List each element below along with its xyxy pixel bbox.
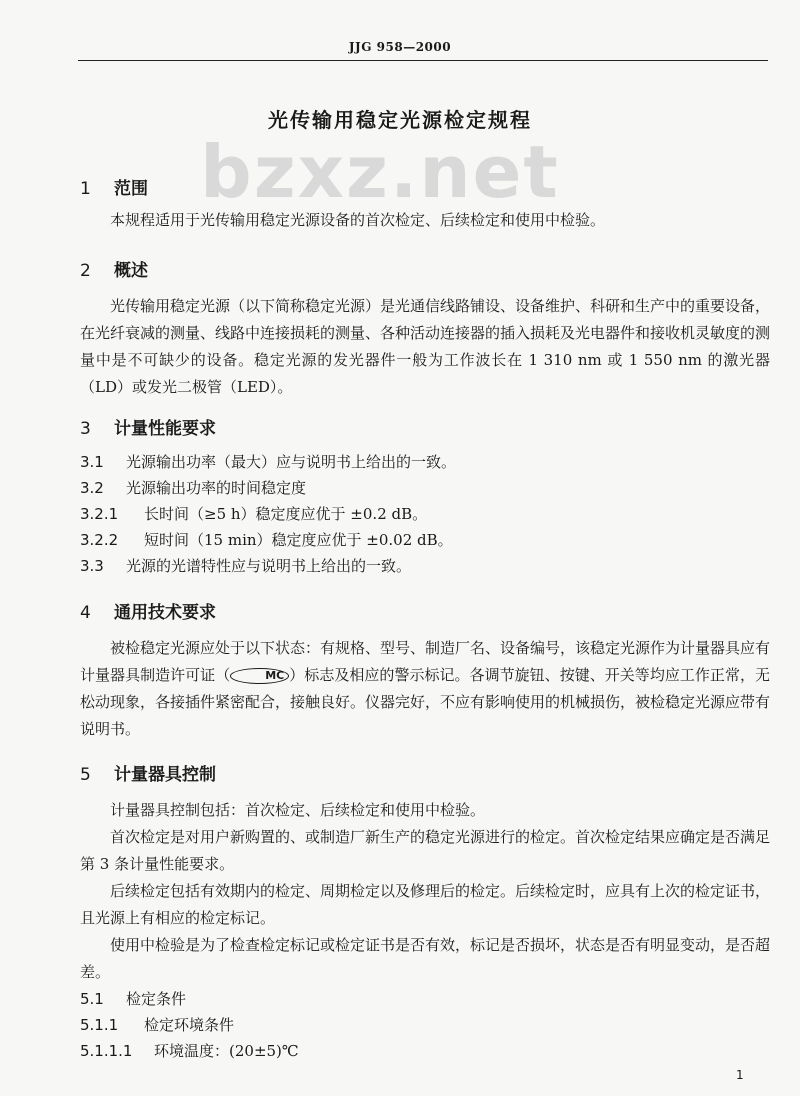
section-number: 4 [80, 603, 91, 623]
clause-item [80, 449, 770, 475]
clause-text: 短时间（15 min）稳定度应优于 ±0.02 dB。 [144, 531, 453, 549]
paragraph-text: 被检稳定光源应处于以下状态：有规格、型号、制造厂名、设备编号，该稳定光源作为计量器具应有计量器具制造许可证（ [80, 639, 771, 684]
clause-item [80, 1012, 770, 1038]
clause-number: 5.1.1 [80, 1016, 119, 1034]
section-heading [80, 414, 770, 439]
clause-text: 光源输出功率（最大）应与说明书上给出的一致。 [126, 453, 457, 471]
mc-certification-mark: MC [230, 668, 289, 684]
watermark: bzxz.net [200, 130, 560, 214]
section-title: 范围 [114, 179, 148, 199]
clause-list [80, 986, 770, 1064]
section-number: 3 [80, 419, 91, 439]
section-4 [80, 598, 770, 743]
clause-item [80, 475, 770, 501]
paragraph: 后续检定包括有效期内的检定、周期检定以及修理后的检定。后续检定时，应具有上次的检定证书，且光源上有相应的检定标记。 [80, 882, 771, 927]
page-title: 光传输用稳定光源检定规程 [268, 108, 532, 132]
section-number: 1 [80, 179, 91, 199]
clause-text: 光源输出功率的时间稳定度 [126, 479, 307, 497]
standard-code-header: JJG 958—2000 [348, 40, 452, 54]
clause-item [80, 501, 770, 527]
clause-number: 3.2.2 [80, 531, 119, 549]
clause-text: 光源的光谱特性应与说明书上给出的一致。 [126, 557, 412, 575]
header-divider [78, 60, 768, 61]
clause-number: 5.1 [80, 990, 104, 1008]
section-heading [80, 760, 770, 785]
clause-item [80, 1038, 770, 1064]
paragraph: 本规程适用于光传输用稳定光源设备的首次检定、后续检定和使用中检验。 [110, 211, 606, 229]
section-number: 5 [80, 765, 91, 785]
section-1 [80, 174, 770, 234]
section-heading [80, 256, 770, 281]
clause-item [80, 553, 770, 579]
paragraph-text: ）标志及相应的警示标记。各调节旋钮、按键、开关等均应工作正常，无松动现象，各接插件紧密配合，接触良好。仪器完好，不应有影响使用的机械损伤，被检稳定光源应带有说明书。 [80, 666, 771, 738]
clause-text: 长时间（≥5 h）稳定度应优于 ±0.2 dB。 [144, 505, 428, 523]
section-heading [80, 174, 770, 199]
clause-item [80, 527, 770, 553]
paragraph: 使用中检验是为了检查检定标记或检定证书是否有效，标记是否损坏，状态是否有明显变动，是否超差。 [80, 936, 771, 981]
section-2 [80, 256, 770, 401]
section-title: 计量性能要求 [114, 419, 216, 439]
paragraph [80, 635, 770, 743]
clause-number: 3.1 [80, 453, 104, 471]
paragraph: 光传输用稳定光源（以下简称稳定光源）是光通信线路铺设、设备维护、科研和生产中的重要设备，在光纤衰减的测量、线路中连接损耗的测量、各种活动连接器的插入损耗及光电器件和接收机灵敏度的测量中是不可缺少的设备。稳定光源的发光器件一般为工作波长在 1 310 nm 或 1 550 nm 的激光器（LD）或发光二极管（LED）。 [80, 297, 771, 396]
clause-number: 3.2 [80, 479, 104, 497]
section-3 [80, 414, 770, 579]
section-5 [80, 760, 770, 1064]
clause-text: 检定条件 [126, 990, 187, 1008]
page-number: 1 [736, 1068, 744, 1082]
clause-number: 5.1.1.1 [80, 1042, 133, 1060]
paragraph: 首次检定是对用户新购置的、或制造厂新生产的稳定光源进行的检定。首次检定结果应确定是否满足第 3 条计量性能要求。 [80, 828, 771, 873]
section-title: 概述 [114, 261, 148, 281]
paragraph: 计量器具控制包括：首次检定、后续检定和使用中检验。 [110, 801, 486, 819]
clause-list [80, 449, 770, 579]
clause-text: 检定环境条件 [144, 1016, 235, 1034]
clause-item [80, 986, 770, 1012]
clause-number: 3.2.1 [80, 505, 119, 523]
clause-number: 3.3 [80, 557, 104, 575]
section-heading [80, 598, 770, 623]
section-title: 计量器具控制 [114, 765, 216, 785]
section-number: 2 [80, 261, 91, 281]
clause-text: 环境温度：(20±5)℃ [154, 1042, 299, 1060]
section-title: 通用技术要求 [114, 603, 216, 623]
